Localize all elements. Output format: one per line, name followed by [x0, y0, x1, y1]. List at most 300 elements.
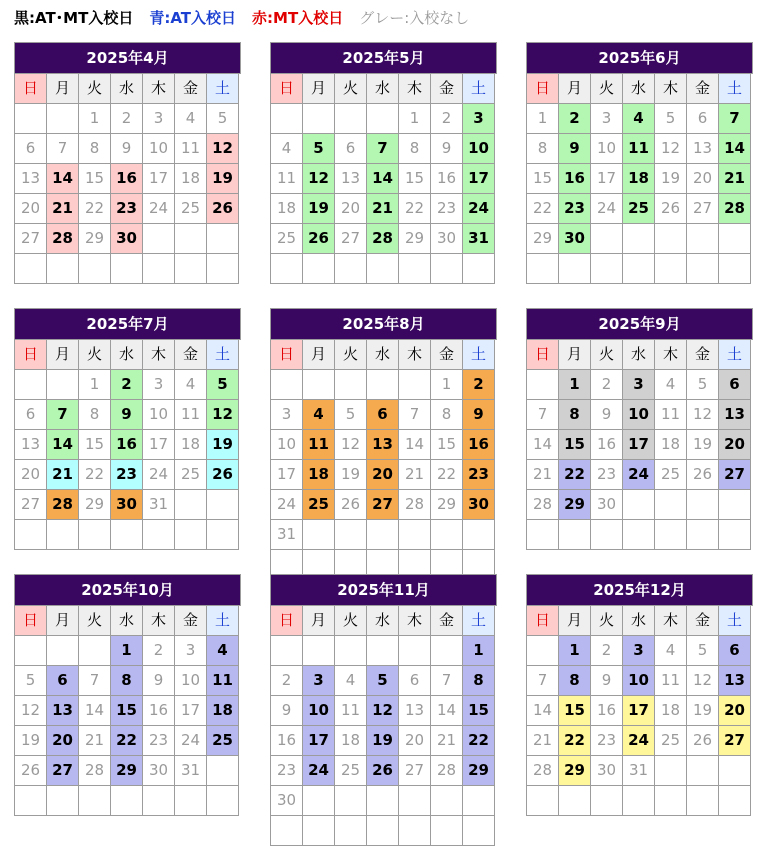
- empty-day-cell: [655, 254, 687, 284]
- month-title: 2025年9月: [527, 309, 753, 340]
- day-grid: [271, 340, 497, 580]
- calendar-day: 7: [431, 666, 463, 696]
- weekday-header: 日: [15, 606, 47, 636]
- empty-day-cell: [719, 224, 751, 254]
- calendar-day: 27: [15, 224, 47, 254]
- calendar-day: 26: [335, 490, 367, 520]
- calendar-day: 30: [143, 756, 175, 786]
- calendar-day: 13: [399, 696, 431, 726]
- empty-day-cell: [655, 224, 687, 254]
- empty-day-cell: [367, 370, 399, 400]
- calendar-day: 23: [111, 194, 143, 224]
- calendar-day: 6: [335, 134, 367, 164]
- calendar-day: 7: [47, 400, 79, 430]
- calendar-day: 3: [271, 400, 303, 430]
- empty-day-cell: [207, 224, 239, 254]
- weekday-header: 土: [207, 340, 239, 370]
- month-calendar: [526, 42, 753, 284]
- calendar-day: 26: [15, 756, 47, 786]
- calendar-day: 14: [79, 696, 111, 726]
- calendar-day: 13: [367, 430, 399, 460]
- calendar-day: 13: [687, 134, 719, 164]
- calendar-day: 3: [591, 104, 623, 134]
- calendar-day: 25: [175, 194, 207, 224]
- calendar-day: 15: [559, 696, 591, 726]
- empty-day-cell: [303, 104, 335, 134]
- empty-day-cell: [687, 786, 719, 816]
- calendar-day: 25: [207, 726, 239, 756]
- month-title: 2025年10月: [15, 575, 241, 606]
- empty-day-cell: [719, 490, 751, 520]
- month-calendar: [270, 308, 497, 580]
- calendar-day: 6: [719, 636, 751, 666]
- calendar-day: 21: [399, 460, 431, 490]
- calendar-day: 27: [47, 756, 79, 786]
- empty-day-cell: [623, 490, 655, 520]
- calendar-day: 16: [591, 430, 623, 460]
- calendar-day: 23: [591, 726, 623, 756]
- calendar-day: 7: [79, 666, 111, 696]
- month-calendar: [14, 42, 241, 284]
- calendar-day: 4: [175, 370, 207, 400]
- calendar-day: 29: [399, 224, 431, 254]
- weekday-header: 月: [559, 340, 591, 370]
- calendar-day: 27: [15, 490, 47, 520]
- calendar-day: 9: [591, 666, 623, 696]
- month-title: 2025年11月: [271, 575, 497, 606]
- calendar-day: 12: [687, 666, 719, 696]
- weekday-header: 木: [399, 340, 431, 370]
- empty-day-cell: [79, 636, 111, 666]
- weekday-header: 火: [79, 74, 111, 104]
- calendar-day: 17: [271, 460, 303, 490]
- calendar-day: 6: [399, 666, 431, 696]
- weekday-header: 木: [143, 606, 175, 636]
- calendar-day: 25: [335, 756, 367, 786]
- calendar-day: 10: [591, 134, 623, 164]
- calendar-day: 1: [111, 636, 143, 666]
- weekday-header: 木: [143, 340, 175, 370]
- calendar-day: 17: [463, 164, 495, 194]
- empty-day-cell: [79, 786, 111, 816]
- empty-day-cell: [367, 104, 399, 134]
- calendar-day: 19: [207, 430, 239, 460]
- calendar-day: 11: [655, 666, 687, 696]
- empty-day-cell: [559, 254, 591, 284]
- weekday-header: 金: [687, 606, 719, 636]
- empty-day-cell: [271, 104, 303, 134]
- weekday-header: 日: [15, 340, 47, 370]
- calendar-day: 15: [399, 164, 431, 194]
- empty-day-cell: [687, 254, 719, 284]
- calendar-day: 25: [303, 490, 335, 520]
- empty-day-cell: [175, 254, 207, 284]
- calendar-day: 10: [463, 134, 495, 164]
- calendar-day: 7: [719, 104, 751, 134]
- calendar-day: 7: [47, 134, 79, 164]
- calendar-day: 28: [527, 756, 559, 786]
- calendar-day: 28: [47, 224, 79, 254]
- weekday-header: 月: [559, 74, 591, 104]
- weekday-header: 土: [207, 606, 239, 636]
- empty-day-cell: [431, 786, 463, 816]
- calendar-day: 6: [15, 134, 47, 164]
- calendar-day: 10: [623, 666, 655, 696]
- calendar-day: 28: [47, 490, 79, 520]
- calendar-day: 20: [335, 194, 367, 224]
- calendar-day: 9: [111, 134, 143, 164]
- empty-day-cell: [15, 636, 47, 666]
- calendar-day: 1: [559, 370, 591, 400]
- empty-day-cell: [687, 520, 719, 550]
- calendar-day: 10: [143, 134, 175, 164]
- empty-day-cell: [591, 786, 623, 816]
- weekday-header: 金: [431, 606, 463, 636]
- weekday-header: 水: [623, 606, 655, 636]
- calendar-day: 21: [47, 460, 79, 490]
- calendar-day: 22: [559, 726, 591, 756]
- empty-day-cell: [719, 786, 751, 816]
- calendar-day: 5: [207, 104, 239, 134]
- weekday-header: 金: [431, 340, 463, 370]
- calendar-day: 20: [15, 460, 47, 490]
- calendar-day: 29: [79, 490, 111, 520]
- empty-day-cell: [207, 254, 239, 284]
- weekday-header: 日: [527, 340, 559, 370]
- calendar-day: 24: [623, 460, 655, 490]
- calendar-day: 2: [591, 370, 623, 400]
- calendar-day: 18: [655, 696, 687, 726]
- calendar-day: 4: [207, 636, 239, 666]
- calendar-day: 21: [719, 164, 751, 194]
- calendar-day: 10: [271, 430, 303, 460]
- calendar-day: 4: [303, 400, 335, 430]
- month-title: 2025年12月: [527, 575, 753, 606]
- weekday-header: 日: [271, 606, 303, 636]
- month-title: 2025年8月: [271, 309, 497, 340]
- empty-day-cell: [175, 224, 207, 254]
- empty-day-cell: [335, 786, 367, 816]
- calendar-day: 23: [111, 460, 143, 490]
- calendar-day: 11: [655, 400, 687, 430]
- calendar-day: 16: [143, 696, 175, 726]
- empty-day-cell: [143, 224, 175, 254]
- calendar-day: 13: [15, 164, 47, 194]
- calendar-day: 28: [79, 756, 111, 786]
- empty-day-cell: [527, 520, 559, 550]
- calendar-day: 16: [111, 430, 143, 460]
- weekday-header: 水: [367, 340, 399, 370]
- calendar-day: 20: [399, 726, 431, 756]
- empty-day-cell: [303, 254, 335, 284]
- calendar-day: 15: [111, 696, 143, 726]
- calendar-day: 22: [111, 726, 143, 756]
- calendar-day: 22: [431, 460, 463, 490]
- calendar-day: 19: [687, 430, 719, 460]
- weekday-header: 日: [271, 340, 303, 370]
- calendar-day: 19: [655, 164, 687, 194]
- calendar-day: 12: [303, 164, 335, 194]
- empty-day-cell: [367, 816, 399, 846]
- calendar-day: 24: [143, 460, 175, 490]
- calendar-day: 12: [367, 696, 399, 726]
- calendar-day: 9: [143, 666, 175, 696]
- weekday-header: 木: [143, 74, 175, 104]
- weekday-header: 土: [719, 340, 751, 370]
- empty-day-cell: [623, 786, 655, 816]
- calendar-day: 23: [271, 756, 303, 786]
- weekday-header: 火: [79, 606, 111, 636]
- empty-day-cell: [623, 224, 655, 254]
- empty-day-cell: [303, 816, 335, 846]
- empty-day-cell: [335, 636, 367, 666]
- day-grid: [15, 74, 241, 284]
- empty-day-cell: [335, 254, 367, 284]
- weekday-header: 月: [303, 340, 335, 370]
- calendar-day: 30: [111, 224, 143, 254]
- calendar-day: 26: [687, 726, 719, 756]
- calendar-day: 25: [655, 460, 687, 490]
- weekday-header: 火: [591, 74, 623, 104]
- empty-day-cell: [463, 520, 495, 550]
- calendar-day: 27: [719, 726, 751, 756]
- calendar-day: 11: [303, 430, 335, 460]
- calendar-day: 28: [527, 490, 559, 520]
- calendar-day: 23: [143, 726, 175, 756]
- calendar-day: 29: [431, 490, 463, 520]
- calendar-day: 2: [271, 666, 303, 696]
- calendar-day: 11: [271, 164, 303, 194]
- month-calendar: [526, 308, 753, 550]
- calendar-day: 6: [687, 104, 719, 134]
- day-grid: [15, 606, 241, 816]
- weekday-header: 火: [591, 606, 623, 636]
- weekday-header: 日: [527, 606, 559, 636]
- empty-day-cell: [111, 520, 143, 550]
- calendar-day: 24: [143, 194, 175, 224]
- calendar-day: 18: [655, 430, 687, 460]
- month-title: 2025年4月: [15, 43, 241, 74]
- calendar-day: 3: [175, 636, 207, 666]
- weekday-header: 金: [687, 74, 719, 104]
- calendar-day: 8: [559, 666, 591, 696]
- weekday-header: 火: [79, 340, 111, 370]
- calendar-day: 13: [719, 666, 751, 696]
- weekday-header: 金: [687, 340, 719, 370]
- calendar-day: 12: [335, 430, 367, 460]
- day-grid: [527, 74, 753, 284]
- empty-day-cell: [527, 370, 559, 400]
- empty-day-cell: [719, 756, 751, 786]
- calendar-day: 5: [335, 400, 367, 430]
- calendar-day: 29: [111, 756, 143, 786]
- day-grid: [271, 74, 497, 284]
- calendar-day: 9: [463, 400, 495, 430]
- empty-day-cell: [47, 370, 79, 400]
- calendar-day: 9: [591, 400, 623, 430]
- calendar-day: 11: [623, 134, 655, 164]
- calendar-day: 16: [559, 164, 591, 194]
- empty-day-cell: [719, 520, 751, 550]
- calendar-day: 6: [47, 666, 79, 696]
- calendar-day: 1: [527, 104, 559, 134]
- weekday-header: 木: [399, 74, 431, 104]
- calendar-day: 24: [591, 194, 623, 224]
- empty-day-cell: [399, 254, 431, 284]
- empty-day-cell: [399, 370, 431, 400]
- calendar-day: 19: [687, 696, 719, 726]
- calendar-day: 11: [175, 134, 207, 164]
- calendar-day: 31: [271, 520, 303, 550]
- calendar-day: 3: [143, 370, 175, 400]
- calendar-day: 26: [367, 756, 399, 786]
- legend: [14, 6, 485, 30]
- calendar-day: 1: [463, 636, 495, 666]
- calendar-day: 23: [559, 194, 591, 224]
- empty-day-cell: [175, 786, 207, 816]
- calendar-day: 29: [463, 756, 495, 786]
- empty-day-cell: [303, 786, 335, 816]
- empty-day-cell: [47, 520, 79, 550]
- calendar-day: 7: [367, 134, 399, 164]
- calendar-day: 21: [367, 194, 399, 224]
- calendar-day: 10: [623, 400, 655, 430]
- calendar-day: 18: [175, 430, 207, 460]
- empty-day-cell: [303, 636, 335, 666]
- weekday-header: 日: [15, 74, 47, 104]
- day-grid: [527, 606, 753, 816]
- calendar-day: 29: [527, 224, 559, 254]
- calendar-day: 21: [527, 460, 559, 490]
- calendar-day: 20: [15, 194, 47, 224]
- weekday-header: 日: [271, 74, 303, 104]
- empty-day-cell: [463, 816, 495, 846]
- empty-day-cell: [143, 786, 175, 816]
- empty-day-cell: [271, 636, 303, 666]
- calendar-day: 24: [623, 726, 655, 756]
- empty-day-cell: [335, 370, 367, 400]
- empty-day-cell: [47, 786, 79, 816]
- calendar-day: 5: [687, 370, 719, 400]
- calendar-day: 31: [175, 756, 207, 786]
- calendar-day: 12: [207, 400, 239, 430]
- calendar-day: 27: [367, 490, 399, 520]
- empty-day-cell: [367, 254, 399, 284]
- weekday-header: 火: [335, 74, 367, 104]
- calendar-day: 11: [207, 666, 239, 696]
- calendar-day: 22: [463, 726, 495, 756]
- calendar-day: 4: [271, 134, 303, 164]
- empty-day-cell: [207, 520, 239, 550]
- empty-day-cell: [655, 520, 687, 550]
- calendar-day: 30: [111, 490, 143, 520]
- calendar-day: 2: [431, 104, 463, 134]
- calendar-day: 15: [79, 164, 111, 194]
- empty-day-cell: [271, 816, 303, 846]
- weekday-header: 水: [367, 74, 399, 104]
- calendar-day: 19: [367, 726, 399, 756]
- calendar-day: 14: [367, 164, 399, 194]
- weekday-header: 土: [463, 606, 495, 636]
- calendar-day: 7: [527, 666, 559, 696]
- calendar-day: 27: [719, 460, 751, 490]
- calendar-day: 12: [687, 400, 719, 430]
- calendar-day: 30: [271, 786, 303, 816]
- empty-day-cell: [399, 636, 431, 666]
- empty-day-cell: [367, 786, 399, 816]
- calendar-day: 2: [111, 370, 143, 400]
- weekday-header: 金: [175, 606, 207, 636]
- empty-day-cell: [15, 254, 47, 284]
- calendar-day: 21: [79, 726, 111, 756]
- calendar-day: 6: [719, 370, 751, 400]
- empty-day-cell: [207, 756, 239, 786]
- weekday-header: 土: [207, 74, 239, 104]
- empty-day-cell: [431, 520, 463, 550]
- calendar-day: 15: [463, 696, 495, 726]
- empty-day-cell: [47, 636, 79, 666]
- calendar-day: 21: [431, 726, 463, 756]
- empty-day-cell: [687, 490, 719, 520]
- calendar-day: 24: [271, 490, 303, 520]
- empty-day-cell: [463, 254, 495, 284]
- calendar-day: 18: [271, 194, 303, 224]
- calendar-day: 8: [79, 400, 111, 430]
- calendar-day: 20: [687, 164, 719, 194]
- calendar-day: 9: [559, 134, 591, 164]
- calendar-day: 22: [399, 194, 431, 224]
- empty-day-cell: [175, 490, 207, 520]
- calendar-day: 14: [527, 430, 559, 460]
- weekday-header: 土: [463, 340, 495, 370]
- calendar-day: 3: [623, 636, 655, 666]
- calendar-day: 13: [15, 430, 47, 460]
- weekday-header: 金: [175, 340, 207, 370]
- calendar-day: 31: [143, 490, 175, 520]
- month-calendar: [270, 574, 497, 846]
- empty-day-cell: [335, 816, 367, 846]
- empty-day-cell: [207, 786, 239, 816]
- empty-day-cell: [399, 816, 431, 846]
- calendar-day: 1: [79, 370, 111, 400]
- weekday-header: 水: [623, 74, 655, 104]
- calendar-day: 28: [431, 756, 463, 786]
- calendar-day: 14: [527, 696, 559, 726]
- calendar-day: 5: [303, 134, 335, 164]
- calendar-day: 25: [655, 726, 687, 756]
- calendar-day: 17: [623, 696, 655, 726]
- calendar-day: 16: [591, 696, 623, 726]
- calendar-day: 28: [367, 224, 399, 254]
- calendar-day: 16: [271, 726, 303, 756]
- weekday-header: 土: [719, 606, 751, 636]
- calendar-day: 6: [15, 400, 47, 430]
- calendar-day: 3: [143, 104, 175, 134]
- empty-day-cell: [111, 254, 143, 284]
- calendar-day: 16: [431, 164, 463, 194]
- empty-day-cell: [431, 636, 463, 666]
- empty-day-cell: [399, 786, 431, 816]
- calendar-day: 30: [559, 224, 591, 254]
- calendar-day: 20: [47, 726, 79, 756]
- calendar-day: 8: [79, 134, 111, 164]
- month-calendar: [14, 308, 241, 550]
- weekday-header: 木: [655, 340, 687, 370]
- calendar-day: 9: [271, 696, 303, 726]
- calendar-day: 9: [111, 400, 143, 430]
- legend-red: 赤:MT入校日: [252, 9, 344, 27]
- weekday-header: 土: [719, 74, 751, 104]
